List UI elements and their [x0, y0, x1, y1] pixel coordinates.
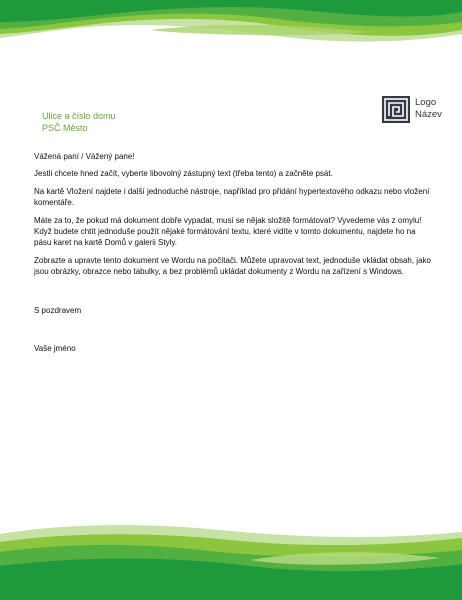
paragraph-4: Zobrazte a upravte tento dokument ve Wordu na počítači. Můžete upravovat text, jednoduše vkládat obsah, jako jsou obrázky, obrazce nebo tabulky, a bez problémů ukládat dokumenty z Wordu na zařízení s Windows.	[34, 256, 431, 276]
logo-line-2: Název	[415, 109, 442, 120]
header-wave-decoration	[0, 0, 462, 46]
sender-city: PSČ Město	[42, 123, 88, 133]
signature-name: Vaše jméno	[34, 344, 76, 353]
closing: S pozdravem	[34, 306, 82, 315]
sender-address	[42, 110, 116, 134]
sender-street: Ulice a číslo domu	[42, 111, 116, 121]
company-logo	[382, 96, 442, 123]
paragraph-3: Máte za to, že pokud má dokument dobře vypadat, musí se nějak složitě formátovat? Vyvedeme vás z omylu! Když budete chtít jednoduše použít nějaké formátování textu, které vidíte v tomto dokumentu, najdete ho na pásu karet na kartě Domů v galerii Styly.	[34, 216, 422, 247]
paragraph-2: Na kartě Vložení najdete i další jednoduché nástroje, například pro přidání hypertextového odkazu nebo vložení komentáře.	[34, 187, 430, 207]
footer-wave-decoration	[0, 520, 462, 600]
maze-logo-icon	[382, 96, 410, 123]
salutation: Vážená paní / Vážený pane!	[34, 152, 135, 161]
logo-line-1: Logo	[415, 97, 437, 108]
paragraph-1: Jestli chcete hned začít, vyberte libovolný zástupný text (třeba tento) a začněte psát.	[34, 169, 333, 178]
logo-text	[415, 96, 442, 121]
letter-body	[34, 151, 434, 284]
